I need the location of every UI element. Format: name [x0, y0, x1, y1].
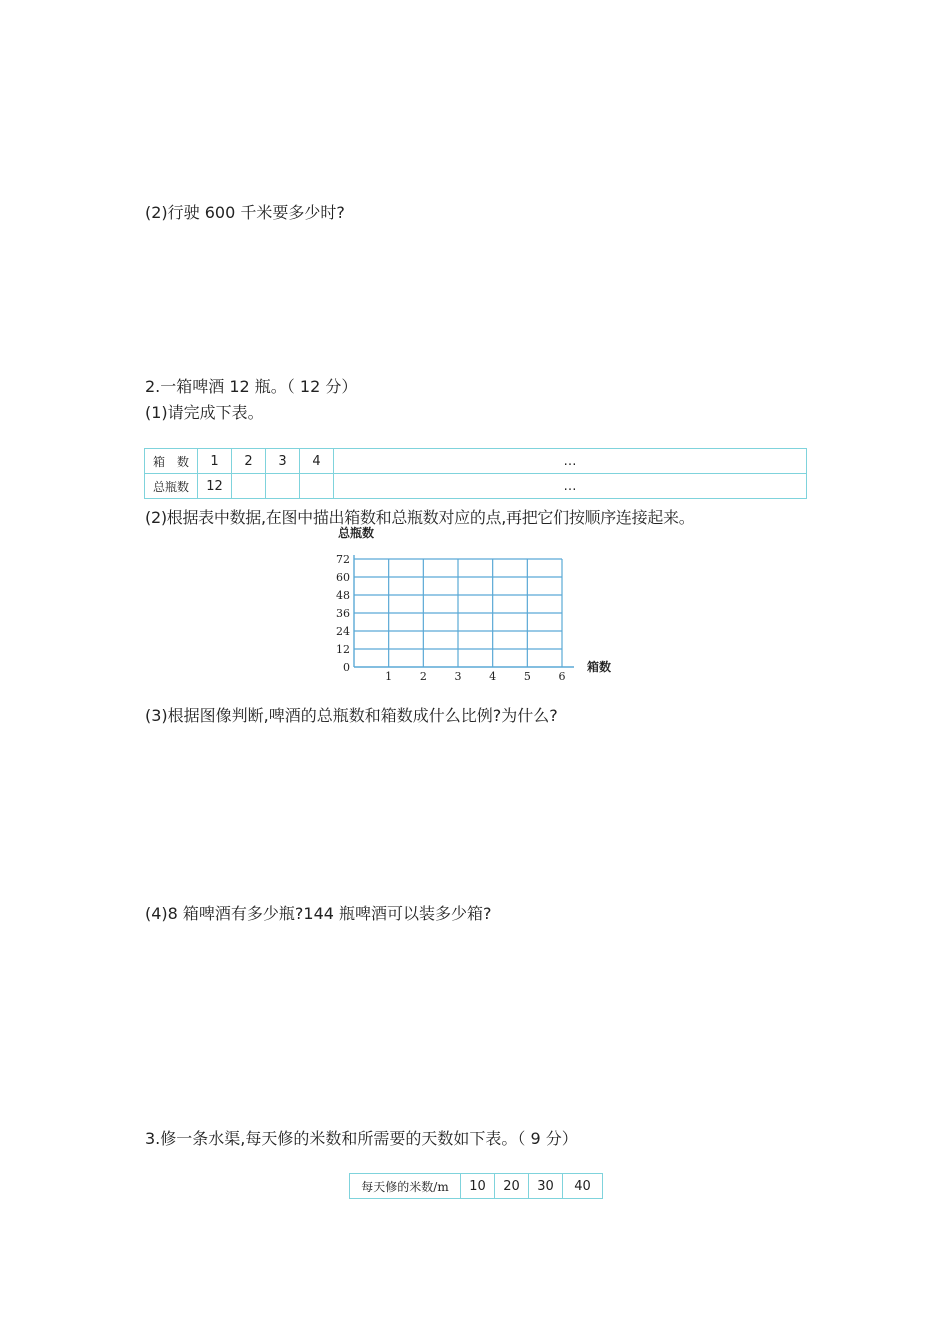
- q2-sub1: (1)请完成下表。: [145, 403, 264, 422]
- table-cell: 10: [461, 1174, 495, 1199]
- row-label: 每天修的米数/m: [350, 1174, 461, 1199]
- x-tick-label: 4: [489, 670, 497, 683]
- y-tick-label: 24: [336, 625, 350, 638]
- q2-sub4: (4)8 箱啤酒有多少瓶?144 瓶啤酒可以装多少箱?: [145, 904, 492, 923]
- y-axis-label: 总瓶数: [338, 526, 375, 540]
- q2-sub2: (2)根据表中数据,在图中描出箱数和总瓶数对应的点,再把它们按顺序连接起来。: [145, 508, 695, 527]
- table-cell: 20: [495, 1174, 529, 1199]
- table-row: [145, 474, 807, 499]
- table-cell: 3: [266, 449, 300, 474]
- table-cell: …: [334, 449, 807, 474]
- x-tick-label: 2: [419, 670, 427, 683]
- y-tick-label: 48: [336, 589, 350, 602]
- table-row: [350, 1174, 603, 1199]
- table-cell: 30: [529, 1174, 563, 1199]
- table-cell: 40: [563, 1174, 603, 1199]
- table-cell: …: [334, 474, 807, 499]
- table-row: [145, 449, 807, 474]
- x-tick-label: 6: [558, 670, 566, 683]
- q3-title: 3.修一条水渠,每天修的米数和所需要的天数如下表。（ 9 分）: [145, 1129, 578, 1148]
- table-cell[interactable]: [232, 474, 266, 499]
- y-tick-label: 12: [336, 643, 350, 656]
- q1-sub2: (2)行驶 600 千米要多少时?: [145, 203, 345, 222]
- canal-table: [349, 1173, 603, 1199]
- x-tick-label: 3: [454, 670, 462, 683]
- bottle-table: [144, 448, 807, 499]
- q2-title: 2.一箱啤酒 12 瓶。（ 12 分）: [145, 377, 358, 396]
- y-tick-label: 36: [336, 607, 350, 620]
- row-label: 总瓶数: [145, 474, 198, 499]
- table-cell[interactable]: [300, 474, 334, 499]
- table-cell: 1: [198, 449, 232, 474]
- table-cell: 4: [300, 449, 334, 474]
- x-axis-label: 箱数: [587, 660, 612, 674]
- y-tick-label: 60: [336, 571, 350, 584]
- x-tick-label: 1: [385, 670, 393, 683]
- q2-sub3: (3)根据图像判断,啤酒的总瓶数和箱数成什么比例?为什么?: [145, 706, 558, 725]
- table-cell[interactable]: 12: [198, 474, 232, 499]
- bottle-chart: [330, 524, 630, 684]
- row-label: 箱 数: [145, 449, 198, 474]
- y-tick-label: 72: [336, 553, 350, 566]
- table-cell: 2: [232, 449, 266, 474]
- table-cell[interactable]: [266, 474, 300, 499]
- x-tick-label: 5: [523, 670, 531, 683]
- y-tick-label: 0: [343, 661, 350, 674]
